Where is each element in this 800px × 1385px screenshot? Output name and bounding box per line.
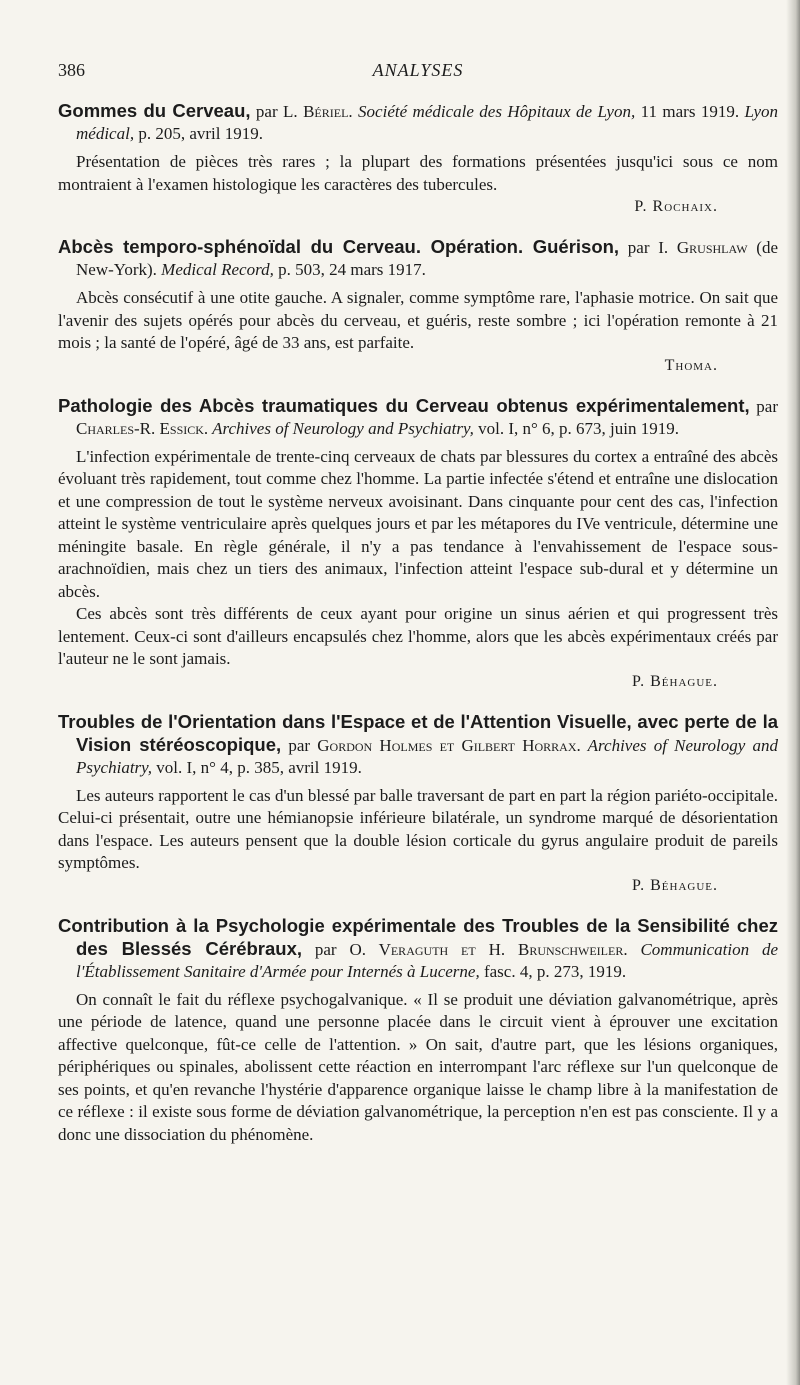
article-title: Troubles de l'Orientation dans l'Espace et de l'Attention Visuelle, avec perte de la Vision stéréoscopique, xyxy=(58,710,778,755)
article-heading xyxy=(58,915,778,983)
paragraph: Abcès consécutif à une otite gauche. A signaler, comme symptôme rare, l'aphasie motrice. On sait que l'avenir des sujets opérés pour abcès du cerveau, et guéris, reste sombre ; ici l'opération remonte à 21 mois ; la santé de l'opéré, âgé de 33 ans, est parfaite. xyxy=(58,288,778,352)
journal-name: Communication de l'Établissement Sanitaire d'Armée pour Internés à Lucerne, xyxy=(76,939,778,981)
citation: vol. I, n° 6, p. 673, juin 1919. xyxy=(473,418,679,438)
page xyxy=(58,56,778,1164)
running-header xyxy=(58,56,778,100)
by-text: par xyxy=(302,939,350,959)
signature: P. Rochaix. xyxy=(634,198,718,215)
article-heading xyxy=(58,711,778,779)
article-title: Contribution à la Psychologie expérimentale des Troubles de la Sensibilité chez des Blessés Cérébraux, xyxy=(58,914,778,959)
signature: P. Béhague. xyxy=(631,672,718,690)
article-authors: Charles-R. Essick. xyxy=(76,418,209,438)
article-abces-temporo xyxy=(58,236,778,377)
by-text: par xyxy=(749,396,778,416)
page-number: 386 xyxy=(58,60,85,80)
article-authors: L. Bériel. xyxy=(283,102,353,121)
citation: fasc. 4, p. 273, 1919. xyxy=(479,961,627,981)
paragraph: Les auteurs rapportent le cas d'un blessé par balle traversant de part en part la région pariéto-occipitale. Celui-ci présentait, outre une hémianopsie inférieure bilatérale, un syndrome marqué de désorientation dans l'espace. Les auteurs pensent que la double lésion corticale du gyrus angulaire produit de pareils symptômes. xyxy=(58,785,778,872)
page-edge-shadow xyxy=(786,0,800,1385)
article-gommes xyxy=(58,100,778,218)
article-heading xyxy=(58,395,778,440)
paragraph: Présentation de pièces très rares ; la plupart des formations présentées jusqu'ici sous ce nom montraient à l'examen histologique les caractères des tubercules. xyxy=(58,152,778,194)
citation-2: p. 205, avril 1919. xyxy=(134,124,263,143)
journal-name: Medical Record, xyxy=(161,260,274,279)
article-contribution-psychologie xyxy=(58,915,778,1147)
article-title: Abcès temporo-sphénoïdal du Cerveau. Opération. Guérison, xyxy=(58,236,620,257)
journal-name-2: Lyon médical, xyxy=(76,102,779,143)
paragraph: L'infection expérimentale de trente-cinq cerveaux de chats par blessures du cortex a entraîné des abcès évoluant très rapidement, tout comme chez l'homme. La partie infectée s'étend et entraîne une dislocation et une compression de tout le système nerveux avoisinant. Dans cinquante pour cent des cas, l'infection atteint le système ventriculaire après quelques jours et par les métapores du IVe ventricule, détermine une méningite basale. En règle générale, il n'y a pas tendance à l'envahissement de l'espace sous-arachnoïdien, mais chez un tiers des animaux, l'infection atteint l'espace sub-dural et y détermine un abcès. xyxy=(58,446,778,601)
citation: vol. I, n° 4, p. 385, avril 1919. xyxy=(152,757,362,777)
citation: 11 mars 1919. xyxy=(635,102,745,121)
paragraph: Ces abcès sont très différents de ceux ayant pour origine un sinus aérien et qui progressent très lentement. Ceux-ci sont d'ailleurs encapsulés chez l'homme, alors que les abcès expérimentaux créés par l'auteur ne le sont jamais. xyxy=(58,604,778,668)
article-troubles-orientation xyxy=(58,711,778,897)
article-authors: O. Veraguth et H. Brunschweiler. xyxy=(349,939,628,959)
running-title: ANALYSES xyxy=(372,60,464,80)
article-heading xyxy=(58,236,778,281)
paragraph: On connaît le fait du réflexe psychogalvanique. « Il se produit une déviation galvanométrique, après une période de latence, quand une personne placée dans le circuit vient à éprouver une excitation affective quelconque, fût-ce celle de l'attention. » On sait, d'autre part, que les lésions organiques, périphériques ou spinales, abolissent cette réaction en interrompant l'arc réflexe sur l'un quelconque de ses points, et qu'en revanche l'hystérie d'apparence organique laisse le champ libre à la manifestation de ce réflexe : il existe sous forme de déviation galvanométrique, la perception n'en est pas consciente. Il y a donc une dissociation du phénomène. xyxy=(58,989,778,1144)
citation: p. 503, 24 mars 1917. xyxy=(273,260,426,279)
article-authors: I. Grushlaw xyxy=(658,238,748,257)
signature: P. Béhague. xyxy=(631,876,718,894)
by-text: par xyxy=(281,735,318,755)
article-authors: Gordon Holmes et Gilbert Horrax. xyxy=(317,735,581,755)
journal-name: Archives of Neurology and Psychiatry, xyxy=(208,418,474,438)
article-pathologie-abces xyxy=(58,395,778,693)
article-title: Pathologie des Abcès traumatiques du Cerveau obtenus expérimentalement, xyxy=(58,394,750,416)
by-text: par xyxy=(619,238,659,257)
article-title: Gommes du Cerveau, xyxy=(58,100,251,121)
author-origin: (de New-York). xyxy=(76,238,778,279)
journal-name: Archives of Neurology and Psychiatry, xyxy=(76,735,778,777)
journal-name: Société médicale des Hôpitaux de Lyon, xyxy=(352,102,636,121)
by-text: par xyxy=(250,102,284,121)
article-heading xyxy=(58,100,778,145)
signature: Thoma. xyxy=(664,356,718,374)
